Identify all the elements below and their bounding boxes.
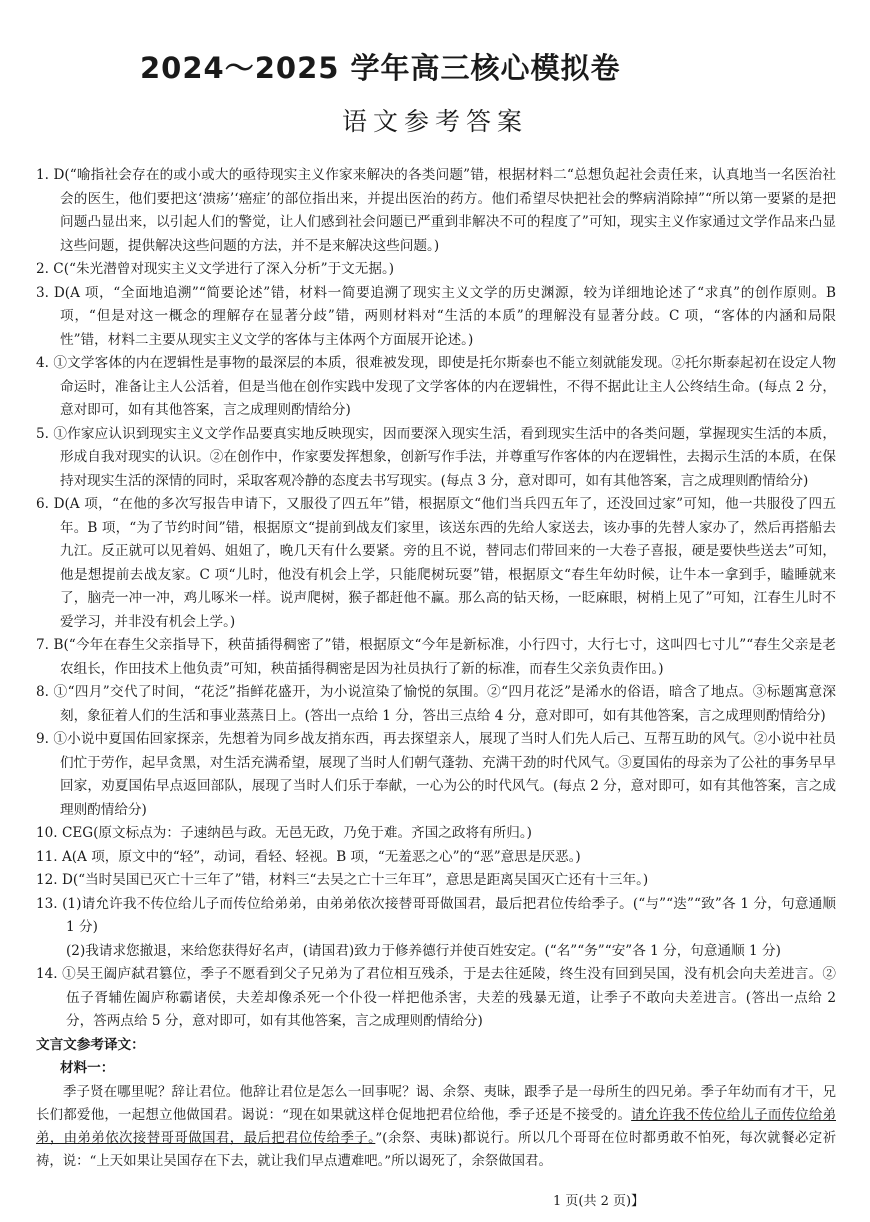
answer-item-11: 11. A(A 项，原文中的“轻”，动词，看轻、轻视。B 项，“无羞恶之心”的“恶”意思是厌恶。) [36, 848, 581, 865]
translation-paragraph [36, 1081, 836, 1174]
answer-item-13-1: 13. (1)请允许我不传位给儿子而传位给弟弟，由弟弟依次接替哥哥做国君，最后把君位传给季子。(“与”“迭”“致”各 1 分，句意通顺 1 分) [36, 895, 836, 935]
answer-item-12: 12. D(“当时吴国已灭亡十三年了”错，材料三“去吴之亡十三年耳”，意思是距离吴国灭亡还有十三年。) [36, 872, 649, 888]
answer-item-14: 14. ①吴王阖庐弑君篡位，季子不愿看到父子兄弟为了君位相互残杀，于是去往延陵，终生没有回到吴国，没有机会向夫差进言。②伍子胥辅佐阖庐称霸诸侯，夫差却像杀死一个仆役一样把他杀害，夫差的残暴无道，让季子不敢向夫差进言。(答出一点给 2 分，答两点给 5 分，意对即可，如有其他答案，言之成理则酌情给分) [36, 966, 836, 1029]
answer-item-5: 5. ①作家应认识到现实主义文学作品要真实地反映现实，因而要深入现实生活，看到现实生活中的各类问题，掌握现实生活的本质，形成自我对现实的认识。②在创作中，作家要发挥想象，创新写作手法，并尊重写作客体的内在逻辑性，去揭示生活的本质，在保持对现实生活的深情的同时，采取客观冷静的态度去书写现实。(每点 3 分，意对即可，如有其他答案，言之成理则酌情给分) [36, 425, 836, 489]
answer-item-8: 8. ①“四月”交代了时间，“花泛”指鲜花盛开，为小说渲染了愉悦的氛围。②“四月花泛”是浠水的俗语，暗含了地点。③标题寓意深刻，象征着人们的生活和事业蒸蒸日上。(答出一点给 1 分，答出三点给 4 分，意对即可，如有其他答案，言之成理则酌情给分) [36, 684, 836, 724]
translation-underlined-sentence: 请允许我不传位给儿子而传位给弟弟，由弟弟依次接替哥哥做国君，最后把君位传给季子。 [36, 1107, 836, 1146]
answer-item-13-2: (2)我请求您撤退，来给您获得好名声，(请国君)致力于修养德行并使百姓安定。(“名”“务”“安”各 1 分，句意通顺 1 分) [66, 942, 781, 959]
page-subtitle: 语文参考答案 [341, 107, 528, 136]
answer-item-1: 1. D(“喻指社会存在的或小或大的亟待现实主义作家来解决的各类问题”错，根据材料二“总想负起社会责任来，认真地当一名医治社会的医生，他们要把这‘溃疡’‘癌症’的部位指出来，并提出医治的药方。他们希望尽快把社会的弊病消除掉”“所以第一要紧的是把问题凸显出来，以引起人们的警觉，让人们感到社会问题已严重到非解决不可的程度了”可知，现实主义作家通过文学作品来凸显这些问题，提供解决这些问题的方法，并不是来解决这些问题。) [36, 167, 836, 254]
translation-text-before: 季子贤在哪里呢？辞让君位。他辞让君位是怎么一回事呢？谒、余祭、夷昧，跟季子是一母所生的四兄弟。季子年幼而有才干，兄长们都爱他，一起想立他做国君。谒说：“现在如果就这样仓促地把君位给他，季子还是不接受的。 [36, 1084, 836, 1123]
answer-item-9: 9. ①小说中夏国佑回家探亲，先想着为同乡战友捎东西，再去探望亲人，展现了当时人们先人后己、互帮互助的风气。②小说中社员们忙于劳作，起早贪黑，对生活充满希望，展现了当时人们朝气蓬勃、充满干劲的时代风气。③夏国佑的母亲为了公社的事务早早回家，劝夏国佑早点返回部队，展现了当时人们乐于奉献，一心为公的时代风气。(每点 2 分，意对即可，如有其他答案，言之成理则酌情给分) [36, 731, 836, 818]
answer-item-3: 3. D(A 项，“全面地追溯”“简要论述”错，材料一简要追溯了现实主义文学的历史渊源，较为详细地论述了“求真”的创作原则。B 项，“但是对这一概念的理解存在显著分歧”错，两则材料对“生活的本质”的理解没有显著分歧。C 项，“客体的内涵和局限性”错，材料二主要从现实主义文学的客体与主体两个方面展开论述。) [36, 284, 836, 348]
page-title: 2024～2025 学年高三核心模拟卷 [140, 51, 621, 85]
page-footer: 1 页(共 2 页)】 [553, 1194, 645, 1209]
translation-section-title: 文言文参考译文： [36, 1036, 145, 1053]
answer-body [36, 164, 836, 1173]
answer-item-4: 4. ①文学客体的内在逻辑性是事物的最深层的本质，很难被发现，即使是托尔斯泰也不能立刻就能发现。②托尔斯泰起初在设定人物命运时，准备让主人公活着，但是当他在创作实践中发现了文学客体的内在逻辑性，不得不据此让主人公终结生命。(每点 2 分，意对即可，如有其他答案，言之成理则酌情给分) [36, 355, 836, 418]
answer-item-7: 7. B(“今年在春生父亲指导下，秧苗插得稠密了”错，根据原文“今年是新标准，小行四寸，大行七寸，这叫四七寸儿”“春生父亲是老农组长，作田技术上他负责”可知，秧苗插得稠密是因为社员执行了新的标准，而春生父亲负责作田。) [36, 637, 836, 677]
material-one-title: 材料一： [60, 1060, 115, 1076]
answer-item-10: 10. CEG(原文标点为：子速纳邑与政。无邑无政，乃免于难。齐国之政将有所归。) [36, 825, 532, 841]
translation-text-after: ”(余祭、夷昧)都说行。所以几个哥哥在位时都勇敢不怕死，每次就餐必定祈祷，说：“上天如果让吴国存在下去，就让我们早点遭难吧。”所以谒死了，余祭做国君。 [36, 1130, 836, 1170]
answer-item-6: 6. D(A 项，“在他的多次写报告申请下，又服役了四五年”错，根据原文“他们当兵四五年了，还没回过家”可知，他一共服役了四五年。B 项，“为了节约时间”错，根据原文“提前到战友们家里，该送东西的先给人家送去，该办事的先替人家办了，然后再搭船去九江。反正就可以见着妈、姐姐了，晚几天有什么要紧。旁的且不说，替同志们带回来的一大卷子喜报，硬是要快些送去”可知，他是想提前去战友家。C 项“儿时，他没有机会上学，只能爬树玩耍”错，根据原文“春生年幼时候，让牛本一拿到手，瞌睡就来了，脑壳一冲一冲，鸡儿啄米一样。说声爬树，猴子都赶他不赢。那么高的钻天杨，一眨麻眼，树梢上见了”可知，江春生儿时不爱学习，并非没有机会上学。) [36, 496, 836, 630]
answer-item-2: 2. C(“朱光潜曾对现实主义文学进行了深入分析”于文无据。) [36, 261, 395, 277]
